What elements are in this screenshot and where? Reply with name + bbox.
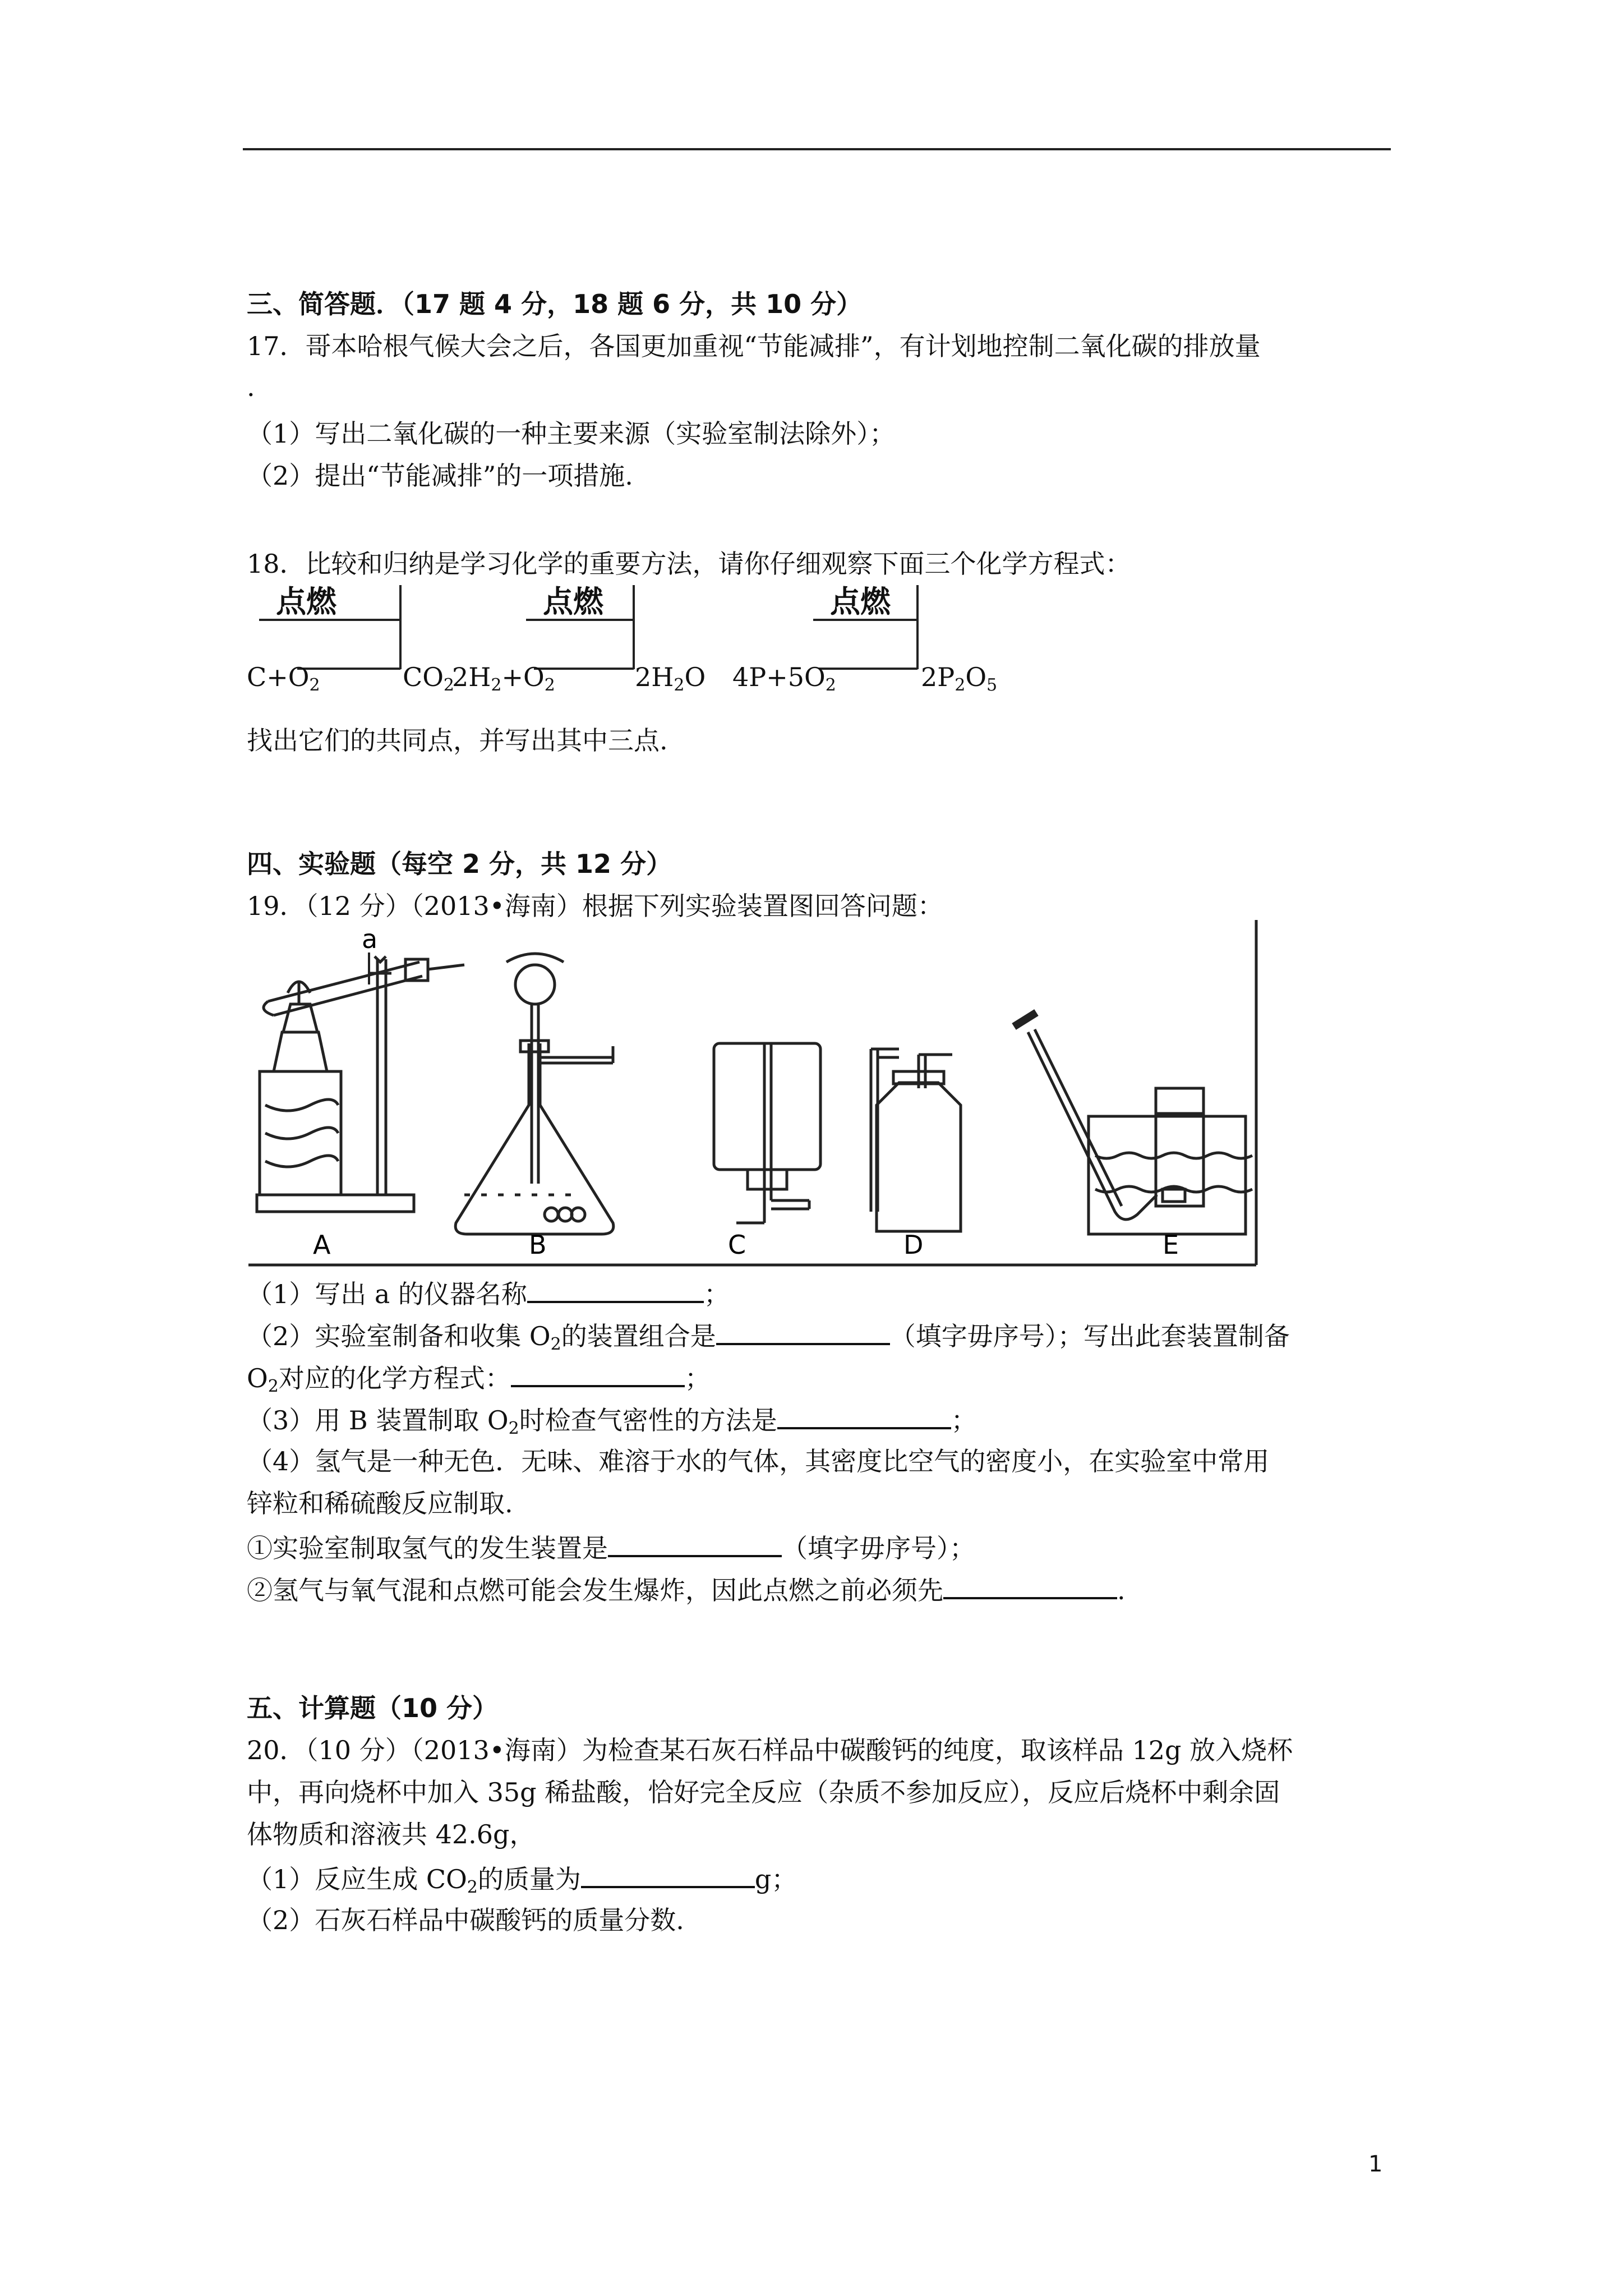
apparatus-drawing [243, 920, 1264, 1268]
answer-blank[interactable] [777, 1402, 951, 1429]
section-3-heading: 三、简答题．（17 题 4 分，18 题 6 分，共 10 分） [247, 289, 863, 319]
q19-stem: 19．（12 分）（2013•海南）根据下列实验装置图回答问题： [247, 891, 943, 921]
q19-sub4: （4）氢气是一种无色．无味、难溶于水的气体，其密度比空气的密度小，在实验室中常用 [247, 1446, 1270, 1476]
q17-sub2: （2）提出“节能减排”的一项措施. [247, 461, 633, 491]
q20-sub1: （1）反应生成 $CO_2$的质量为 g； [247, 1861, 797, 1904]
answer-blank[interactable] [511, 1360, 685, 1387]
label-a: a [362, 924, 378, 954]
answer-blank[interactable] [581, 1861, 755, 1888]
label-A: A [313, 1230, 331, 1260]
q17-stem-cont: . [247, 372, 255, 402]
q17-sub1: （1）写出二氧化碳的一种主要来源（实验室制法除外）； [247, 418, 896, 449]
section-5-heading: 五、计算题（10 分） [247, 1693, 499, 1723]
q19-sub3: （3）用 B 装置制取 $O_2$时检查气密性的方法是 ； [247, 1402, 977, 1446]
condition-bracket [916, 585, 919, 669]
label-D: D [903, 1230, 924, 1260]
q17-stem: 17．哥本哈根气候大会之后，各国更加重视“节能减排”，有计划地控制二氧化碳的排放量 [247, 331, 1261, 361]
apparatus-figure [243, 920, 1264, 1268]
header-rule [243, 148, 1391, 150]
q18-ask: 找出它们的共同点，并写出其中三点. [247, 725, 668, 756]
q19-sub2: （2）实验室制备和收集 $O_2$的装置组合是 （填字毋序号）；写出此套装置制备 [247, 1318, 1290, 1361]
q20-line3: 体物质和溶液共 42.6g， [247, 1819, 536, 1849]
q19-sub4-part1: ①实验室制取氢气的发生装置是 （填字毋序号）； [247, 1530, 975, 1565]
q19-sub1: （1）写出 a 的仪器名称 ； [247, 1276, 730, 1311]
q18-stem: 18．比较和归纳是学习化学的重要方法，请你仔细观察下面三个化学方程式： [247, 549, 1131, 579]
condition-bracket [399, 585, 402, 669]
eq3-product: $2P_2O_5$ [921, 662, 998, 695]
q20-line2: 中，再向烧杯中加入 35g 稀盐酸，恰好完全反应（杂质不参加反应），反应后烧杯中剩余固 [247, 1777, 1280, 1807]
q19-sub4-part2: ②氢气与氧气混和点燃可能会发生爆炸，因此点燃之前必须先 . [247, 1572, 1126, 1607]
condition-bracket [633, 585, 635, 669]
q19-sub2-cont: $O_2$对应的化学方程式： ； [247, 1360, 711, 1404]
label-B: B [529, 1230, 547, 1260]
answer-blank[interactable] [527, 1276, 704, 1303]
condition-label: 点燃 [543, 584, 603, 619]
answer-blank[interactable] [608, 1530, 782, 1557]
eq2-reactants: $2H_2+O_2$ [452, 662, 555, 695]
answer-blank[interactable] [716, 1318, 890, 1345]
page-number: 1 [1368, 2151, 1383, 2177]
q20-sub2: （2）石灰石样品中碳酸钙的质量分数. [247, 1905, 684, 1935]
label-E: E [1163, 1230, 1179, 1260]
condition-line [813, 619, 916, 621]
q19-sub4-cont: 锌粒和稀硫酸反应制取. [247, 1488, 513, 1519]
condition-label: 点燃 [276, 584, 336, 619]
label-C: C [728, 1230, 746, 1260]
condition-label: 点燃 [830, 584, 891, 619]
q20-line1: 20．（10 分）（2013•海南）为检查某石灰石样品中碳酸钙的纯度，取该样品 12g 放入烧杯 [247, 1735, 1293, 1765]
eq1-reactants: $C+O_2$ [247, 662, 320, 695]
eq3-reactants: $4P+5O_2$ [732, 662, 836, 695]
condition-line [526, 619, 633, 621]
eq2-product: $2H_2O$ [635, 662, 706, 695]
condition-line [259, 619, 399, 621]
eq1-product: $CO_2$ [403, 662, 455, 695]
answer-blank[interactable] [943, 1572, 1117, 1599]
section-4-heading: 四、实验题（每空 2 分，共 12 分） [247, 849, 672, 879]
